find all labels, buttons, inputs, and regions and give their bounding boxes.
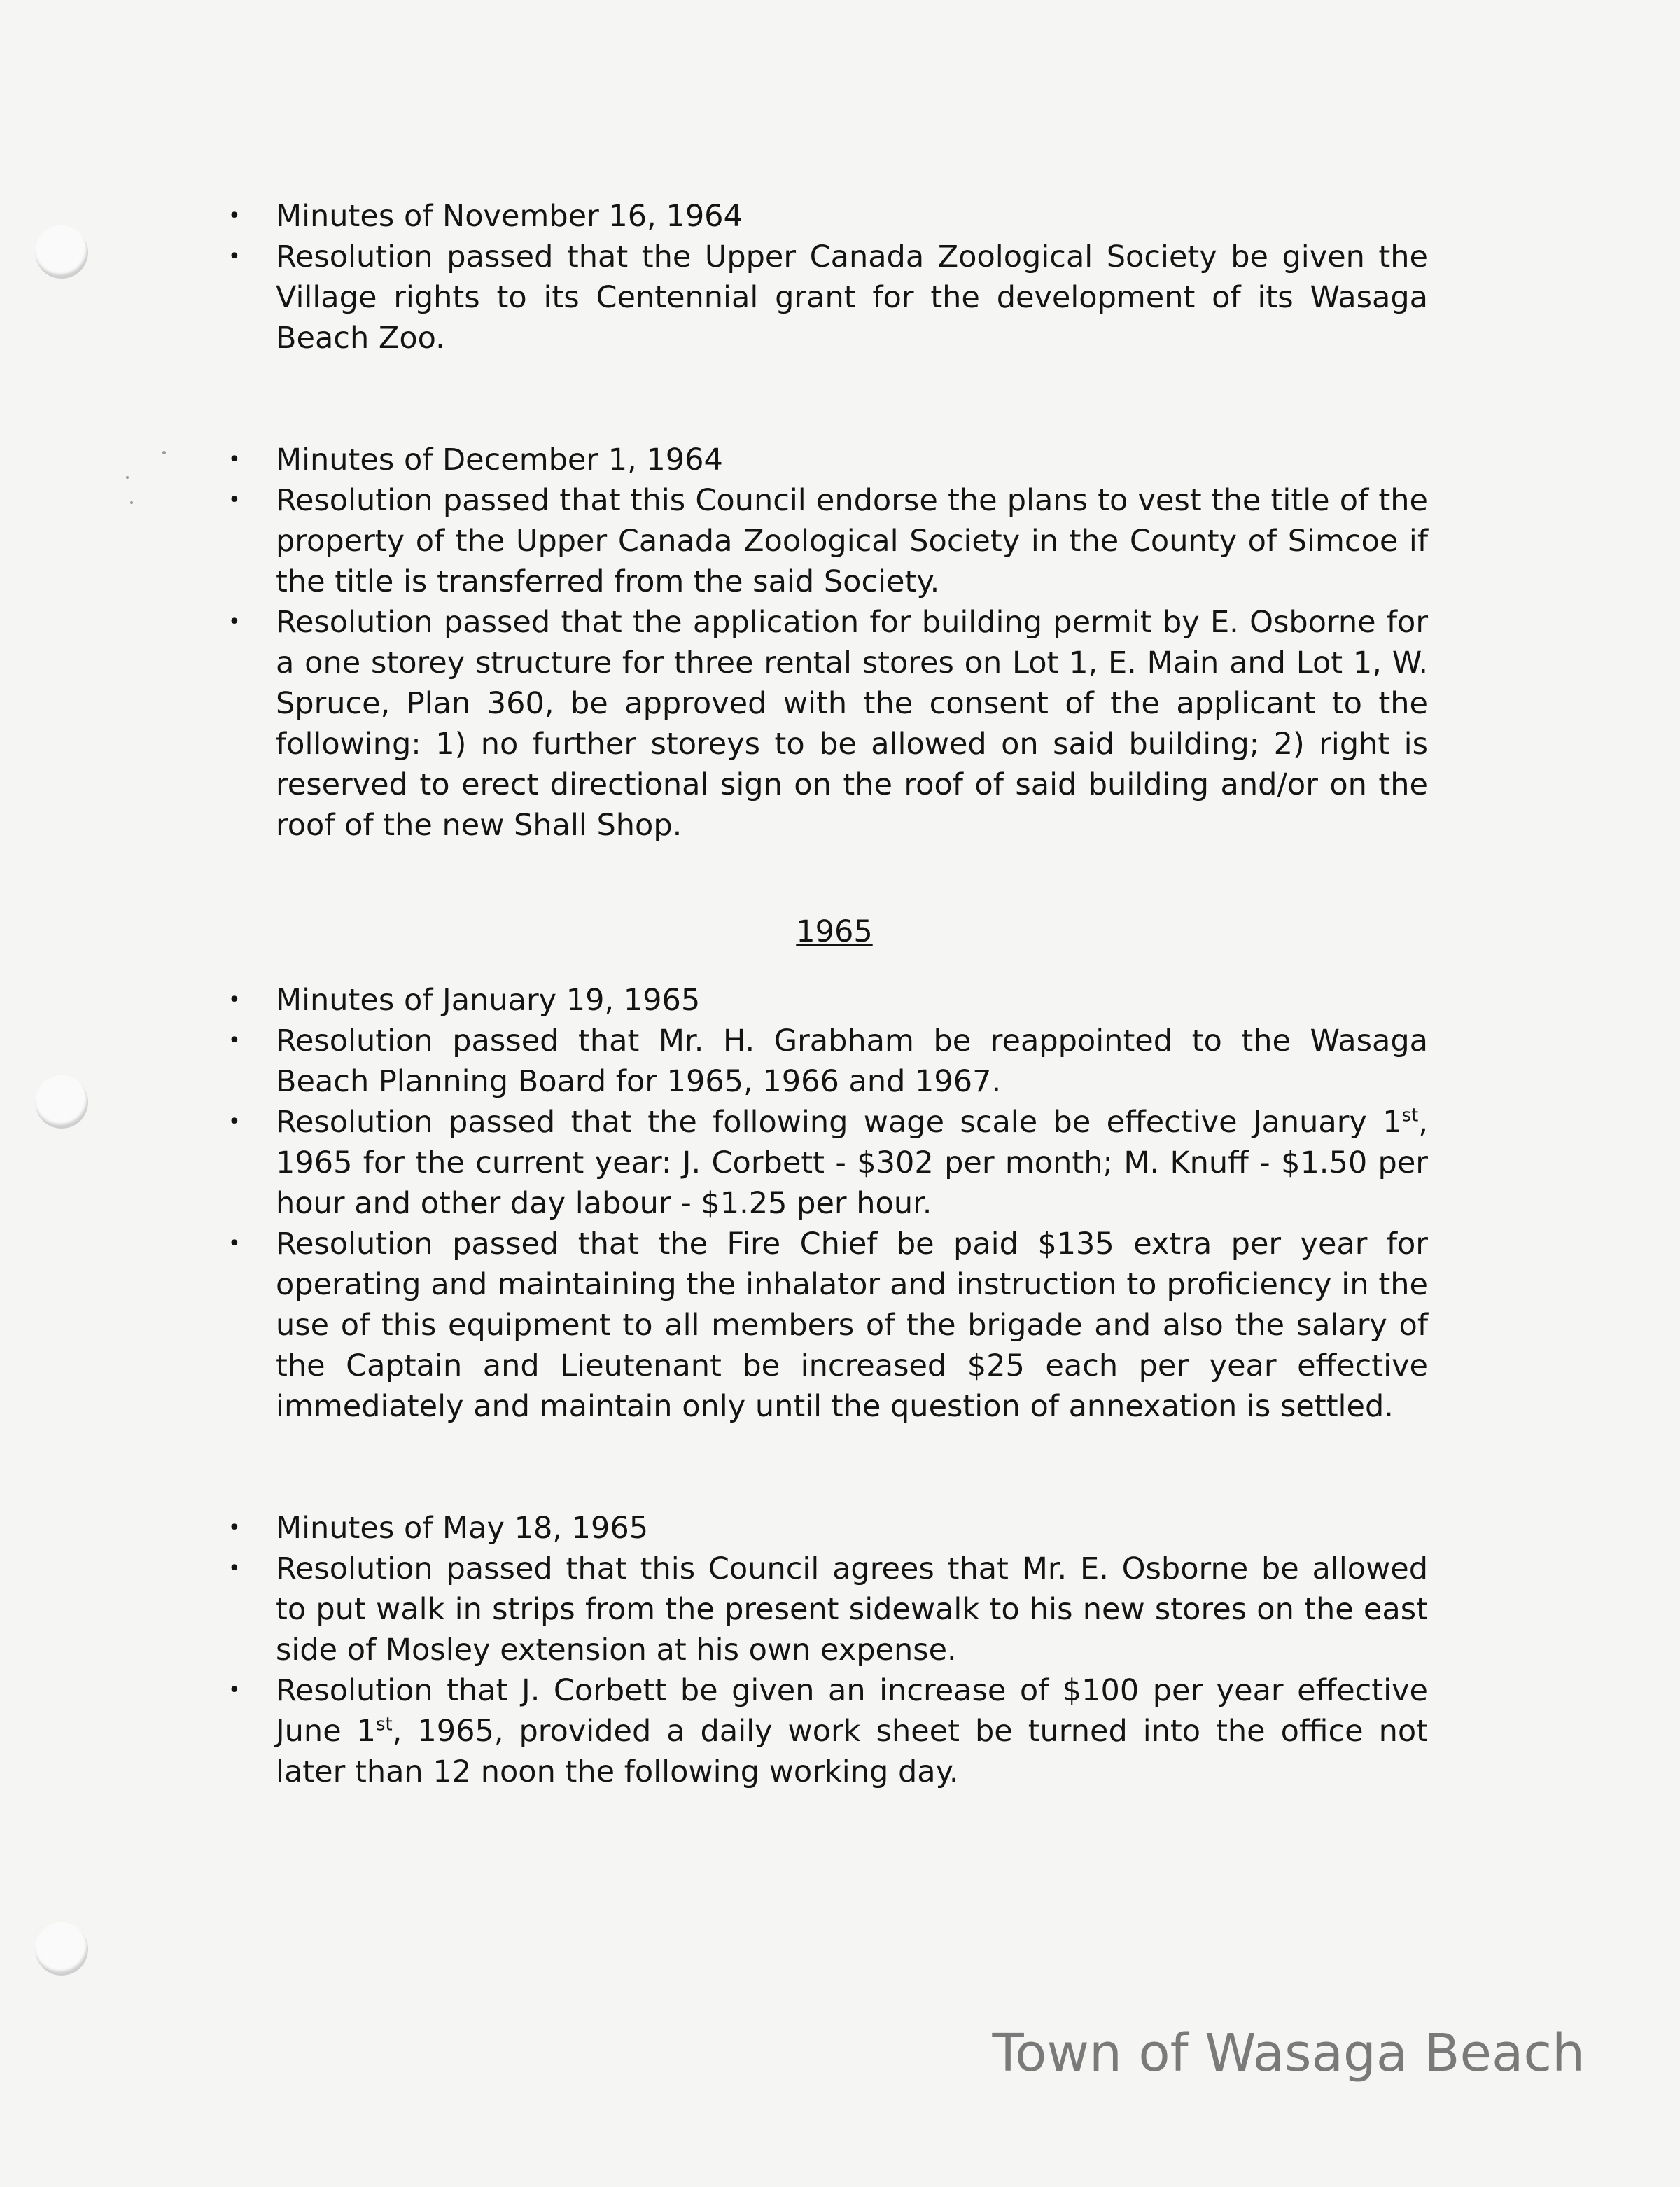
- bullet-icon: •: [228, 488, 241, 512]
- year-heading: 1965: [796, 914, 873, 949]
- list-item: [224, 602, 1428, 846]
- minutes-block-1965-05-18: [224, 1508, 1428, 1792]
- minutes-block-1965-01-19: [224, 980, 1428, 1427]
- bullet-icon: •: [228, 1678, 241, 1703]
- list-item: [224, 1549, 1428, 1670]
- speck-mark: [162, 451, 166, 454]
- resolution-text: Resolution passed that the Fire Chief be paid $135 extra per year for operating and maintaining the inhalator and instruction to proficiency in the use of this equipment to all members of the brigade and also the salary of the Captain and Lieutenant be increased $25 each per year effective immediately and maintain only until the question of annexation is settled.: [276, 1227, 1428, 1424]
- bullet-icon: •: [228, 447, 241, 472]
- list-item: [224, 1508, 1428, 1549]
- resolution-text-end: , 1965 for the current year: J. Corbett - $302 per month; M. Knuff - $1.50 per hour and other day labour - $1.25 per hour.: [276, 1105, 1428, 1221]
- resolution-text-start: Resolution passed that the following wage scale be effective January 1: [276, 1105, 1402, 1140]
- list-item: [224, 1021, 1428, 1102]
- speck-mark: [126, 476, 129, 479]
- resolution-text-start: Resolution that J. Corbett be given an increase of $100 per year effective June 1: [276, 1673, 1428, 1749]
- bullet-icon: •: [228, 1110, 241, 1134]
- resolution-text: Resolution passed that this Council endorse the plans to vest the title of the property of the Upper Canada Zoological Society in the County of Simcoe if the title is transferred from the said Society.: [276, 483, 1428, 599]
- minutes-heading: Minutes of January 19, 1965: [276, 983, 701, 1018]
- ordinal-suffix: st: [1401, 1105, 1419, 1126]
- minutes-content: [224, 196, 1428, 1792]
- list-item: [224, 980, 1428, 1021]
- minutes-heading: Minutes of November 16, 1964: [276, 199, 743, 234]
- bullet-icon: •: [228, 244, 241, 269]
- speck-mark: [130, 501, 133, 504]
- list-item: [224, 1224, 1428, 1427]
- list-item: [224, 196, 1428, 237]
- resolution-text: Resolution passed that the application for building permit by E. Osborne for a one storey structure for three rental stores on Lot 1, E. Main and Lot 1, W. Spruce, Plan 360, be approved with the consent of the applicant to the following: 1) no further storeys to be allowed on said building; 2) right is reserved to erect directional sign on the roof of said building and/or on the roof of the new Shall Shop.: [276, 605, 1428, 843]
- bullet-icon: •: [228, 610, 241, 634]
- bullet-icon: •: [228, 1028, 241, 1053]
- watermark: Town of Wasaga Beach: [992, 2023, 1585, 2083]
- bullet-icon: •: [228, 204, 241, 228]
- resolution-text: [276, 1673, 1428, 1789]
- minutes-heading: Minutes of May 18, 1965: [276, 1511, 649, 1546]
- resolution-text: Resolution passed that the Upper Canada Zoological Society be given the Village rights to its Centennial grant for the development of its Wasaga Beach Zoo.: [276, 239, 1428, 356]
- list-item: [224, 480, 1428, 602]
- punch-hole-middle: [35, 1075, 88, 1129]
- list-item: [224, 440, 1428, 480]
- resolution-text: Resolution passed that Mr. H. Grabham be reappointed to the Wasaga Beach Planning Board for 1965, 1966 and 1967.: [276, 1023, 1428, 1099]
- ordinal-suffix: st: [375, 1714, 393, 1735]
- minutes-block-1964-12-01: [224, 440, 1428, 846]
- resolution-text: Resolution passed that this Council agrees that Mr. E. Osborne be allowed to put walk in strips from the present sidewalk to his new stores on the east side of Mosley extension at his own expense.: [276, 1551, 1428, 1668]
- resolution-text-end: , 1965, provided a daily work sheet be turned into the office not later than 12 noon the following working day.: [276, 1714, 1428, 1789]
- minutes-block-1964-11-16: [224, 196, 1428, 358]
- bullet-icon: •: [228, 1516, 241, 1540]
- bullet-icon: •: [228, 1231, 241, 1256]
- bullet-icon: •: [228, 988, 241, 1012]
- minutes-heading: Minutes of December 1, 1964: [276, 442, 723, 477]
- bullet-icon: •: [228, 1556, 241, 1581]
- resolution-text: [276, 1105, 1428, 1221]
- list-item: [224, 1102, 1428, 1224]
- punch-hole-bottom: [35, 1922, 88, 1976]
- list-item: [224, 237, 1428, 358]
- list-item: [224, 1670, 1428, 1792]
- punch-hole-top: [35, 225, 88, 279]
